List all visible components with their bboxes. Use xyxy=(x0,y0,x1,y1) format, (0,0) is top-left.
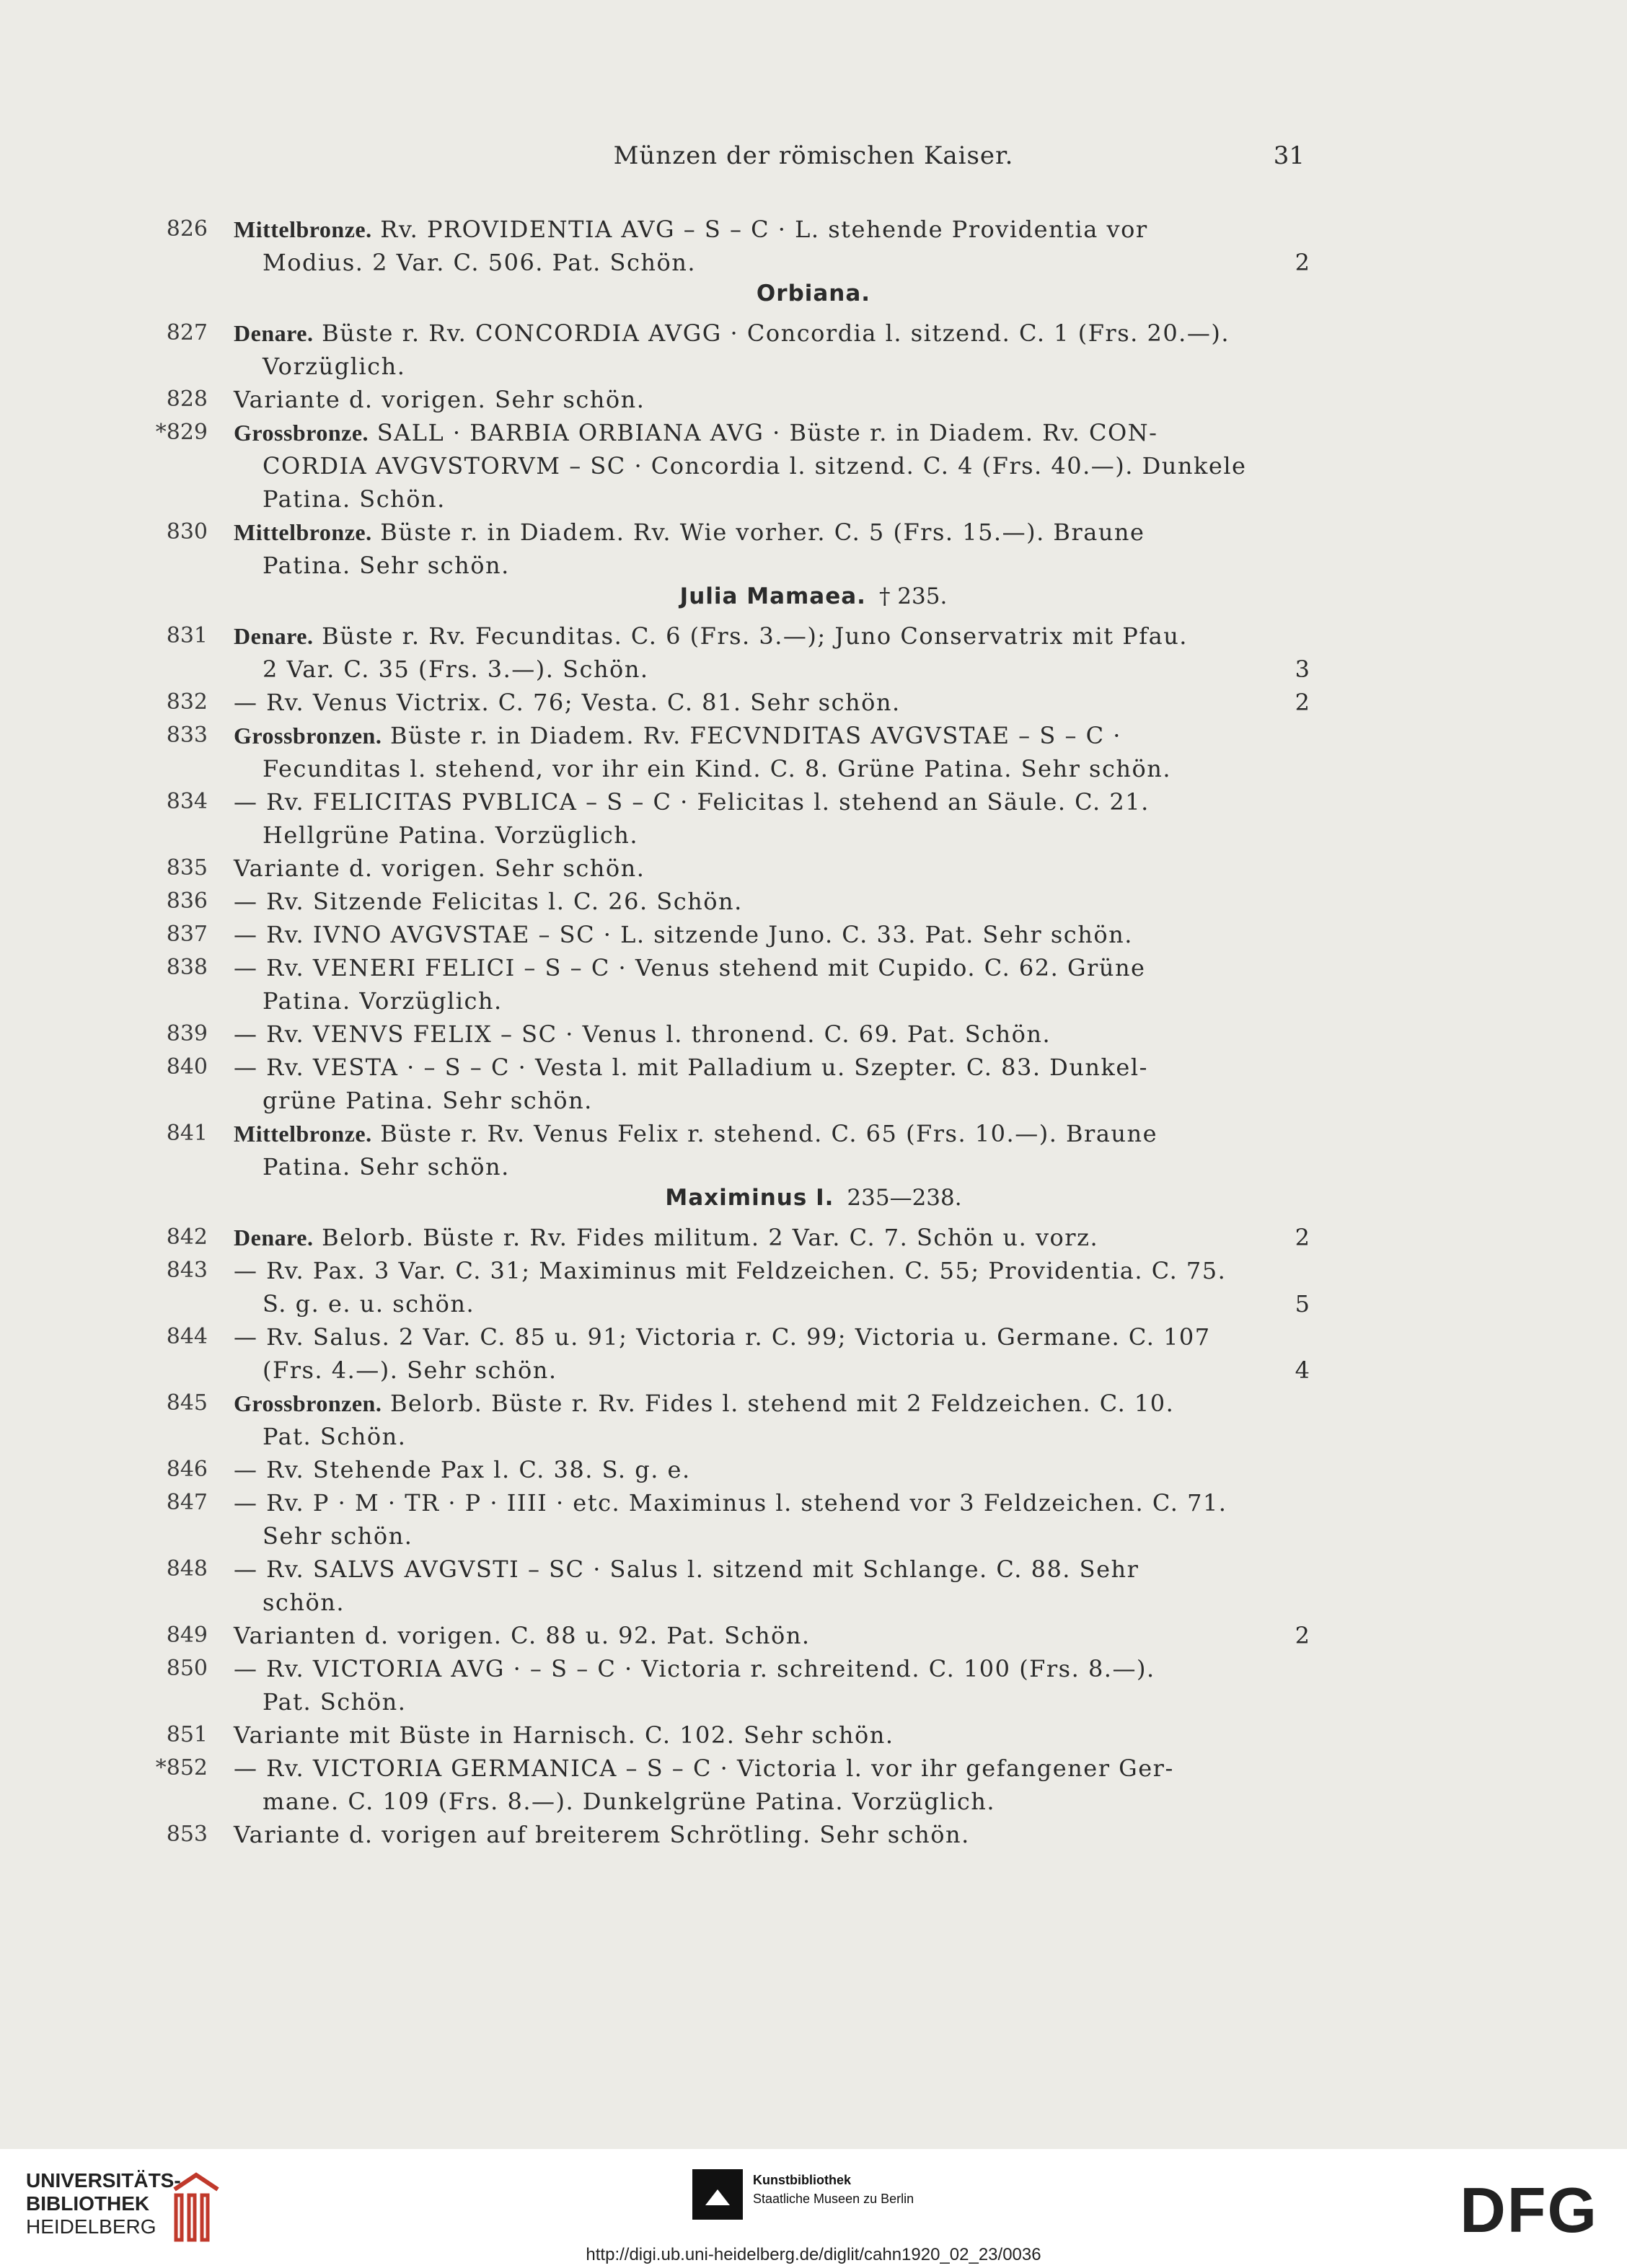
catalog-entry xyxy=(0,383,1627,416)
dfg-logo[interactable]: DFG xyxy=(1460,2174,1598,2246)
entry-number: 837 xyxy=(166,922,208,947)
entry-text: Patina. Sehr schön. xyxy=(263,552,510,579)
entry-count: 4 xyxy=(1295,1356,1310,1384)
catalog-entry xyxy=(0,1718,1627,1752)
entry-number: *852 xyxy=(155,1755,208,1781)
catalog-entries xyxy=(0,213,1627,1851)
entry-text: Büste r. Rv. Fecunditas. C. 6 (Frs. 3.—); Juno Conservatrix mit Pfau. xyxy=(322,622,1188,650)
digitization-footer xyxy=(0,2149,1627,2268)
entry-line xyxy=(234,1254,1308,1287)
catalog-entry xyxy=(0,1387,1627,1453)
entry-text: — Rv. SALVS AVGVSTI – SC · Salus l. sitzend mit Schlange. C. 88. Sehr xyxy=(234,1556,1139,1583)
page-header xyxy=(0,141,1627,185)
entry-number: 846 xyxy=(166,1457,208,1482)
entry-text: 2 Var. C. 35 (Frs. 3.—). Schön. xyxy=(263,656,649,683)
permalink-url[interactable]: http://digi.ub.uni-heidelberg.de/diglit/cahn1920_02_23/0036 xyxy=(586,2245,1041,2264)
entry-line xyxy=(234,1221,1308,1254)
catalog-entry xyxy=(0,1619,1627,1652)
entry-line xyxy=(234,482,1308,516)
catalog-entry xyxy=(0,951,1627,1018)
entry-line xyxy=(234,449,1308,482)
catalog-entry xyxy=(0,1320,1627,1387)
library-name-line3: HEIDELBERG xyxy=(26,2215,156,2238)
entry-text: CORDIA AVGVSTORVM – SC · Concordia l. sitzend. C. 4 (Frs. 40.—). Dunkele xyxy=(263,452,1247,480)
entry-line xyxy=(234,1354,1308,1387)
entry-number: 833 xyxy=(166,723,208,748)
entry-line xyxy=(234,1320,1308,1354)
entry-line xyxy=(234,752,1308,785)
entry-number: 849 xyxy=(166,1623,208,1648)
entry-text: — Rv. IVNO AVGVSTAE – SC · L. sitzende Juno. C. 33. Pat. Sehr schön. xyxy=(234,921,1133,948)
entry-count: 2 xyxy=(1295,1622,1310,1649)
entry-number: 832 xyxy=(166,689,208,715)
section-heading xyxy=(0,1185,1627,1221)
entry-keyword: Denare. xyxy=(234,320,314,346)
entry-line xyxy=(234,516,1308,549)
entry-text: Fecunditas l. stehend, vor ihr ein Kind. C. 8. Grüne Patina. Sehr schön. xyxy=(263,755,1172,782)
entry-line xyxy=(234,1420,1308,1453)
entry-line xyxy=(234,1287,1308,1320)
entry-text: Büste r. in Diadem. Rv. Wie vorher. C. 5 (Frs. 15.—). Braune xyxy=(380,519,1145,546)
running-title: Münzen der römischen Kaiser. xyxy=(613,141,1014,170)
entry-text: — Rv. VESTA · – S – C · Vesta l. mit Palladium u. Szepter. C. 83. Dunkel- xyxy=(234,1054,1148,1081)
entry-keyword: Denare. xyxy=(234,1225,314,1250)
entry-line xyxy=(234,1150,1308,1183)
entry-line xyxy=(234,1685,1308,1718)
entry-text: S. g. e. u. schön. xyxy=(263,1290,475,1318)
entry-line xyxy=(234,1453,1308,1486)
entry-text: — Rv. Venus Victrix. C. 76; Vesta. C. 81. Sehr schön. xyxy=(234,689,901,716)
entry-number: 843 xyxy=(166,1258,208,1283)
entry-text: Modius. 2 Var. C. 506. Pat. Schön. xyxy=(263,249,697,276)
catalog-entry xyxy=(0,686,1627,719)
entry-number: 826 xyxy=(166,216,208,242)
entry-text: schön. xyxy=(263,1589,345,1616)
entry-line xyxy=(234,719,1308,752)
entry-number: 827 xyxy=(166,320,208,345)
entry-text: (Frs. 4.—). Sehr schön. xyxy=(263,1356,557,1384)
entry-keyword: Grossbronze. xyxy=(234,420,369,446)
catalog-entry xyxy=(0,213,1627,279)
entry-line xyxy=(234,213,1308,246)
catalog-entry xyxy=(0,1453,1627,1486)
entry-text: Patina. Sehr schön. xyxy=(263,1153,510,1181)
kb-subtitle: Staatliche Museen zu Berlin xyxy=(753,2192,914,2206)
entry-line xyxy=(234,1619,1308,1652)
entry-line xyxy=(234,785,1308,818)
entry-line xyxy=(234,1018,1308,1051)
catalog-entry xyxy=(0,785,1627,852)
entry-text: Hellgrüne Patina. Vorzüglich. xyxy=(263,821,639,849)
entry-count: 2 xyxy=(1295,1224,1310,1251)
catalog-entry xyxy=(0,1254,1627,1320)
entry-line xyxy=(234,619,1308,653)
entry-text: Pat. Schön. xyxy=(263,1688,407,1716)
entry-text: Sehr schön. xyxy=(263,1522,413,1550)
entry-text: — Rv. FELICITAS PVBLICA – S – C · Felicitas l. stehend an Säule. C. 21. xyxy=(234,788,1150,816)
entry-line xyxy=(234,416,1308,449)
entry-line xyxy=(234,549,1308,582)
entry-line xyxy=(234,818,1308,852)
entry-keyword: Mittelbronze. xyxy=(234,519,372,545)
catalog-entry xyxy=(0,619,1627,686)
entry-number: 830 xyxy=(166,519,208,544)
entry-text: mane. C. 109 (Frs. 8.—). Dunkelgrüne Patina. Vorzüglich. xyxy=(263,1788,996,1815)
entry-text: — Rv. P · M · TR · P · IIII · etc. Maximinus l. stehend vor 3 Feldzeichen. C. 71. xyxy=(234,1489,1227,1517)
catalog-entry xyxy=(0,918,1627,951)
entry-line xyxy=(234,1553,1308,1586)
entry-line xyxy=(234,1818,1308,1851)
entry-line xyxy=(234,686,1308,719)
catalog-entry xyxy=(0,1553,1627,1619)
entry-number: 828 xyxy=(166,387,208,412)
page-number: 31 xyxy=(1273,141,1305,170)
entry-number: 839 xyxy=(166,1021,208,1046)
entry-line xyxy=(234,383,1308,416)
entry-line xyxy=(234,1117,1308,1150)
entry-number: 844 xyxy=(166,1324,208,1349)
catalog-entry xyxy=(0,1818,1627,1851)
kb-title: Kunstbibliothek xyxy=(753,2173,851,2187)
entry-text: Belorb. Büste r. Rv. Fides l. stehend mit 2 Feldzeichen. C. 10. xyxy=(390,1390,1175,1417)
entry-number: 836 xyxy=(166,888,208,914)
entry-line xyxy=(234,317,1308,350)
entry-number: 845 xyxy=(166,1390,208,1416)
entry-number: 842 xyxy=(166,1225,208,1250)
entry-line xyxy=(234,1486,1308,1519)
entry-number: 831 xyxy=(166,623,208,648)
entry-text: Varianten d. vorigen. C. 88 u. 92. Pat. Schön. xyxy=(234,1622,811,1649)
entry-line xyxy=(234,885,1308,918)
entry-number: 853 xyxy=(166,1822,208,1847)
entry-text: Patina. Schön. xyxy=(263,485,446,513)
entry-text: Büste r. Rv. Venus Felix r. stehend. C. 65 (Frs. 10.—). Braune xyxy=(380,1120,1158,1147)
entry-line xyxy=(234,1387,1308,1420)
entry-number: 848 xyxy=(166,1556,208,1581)
catalog-entry xyxy=(0,416,1627,516)
entry-number: 847 xyxy=(166,1490,208,1515)
heidelberg-library-logo[interactable] xyxy=(26,2169,181,2238)
entry-keyword: Grossbronzen. xyxy=(234,1390,382,1416)
entry-line xyxy=(234,1519,1308,1553)
entry-text: SALL · BARBIA ORBIANA AVG · Büste r. in Diadem. Rv. CON- xyxy=(376,419,1158,446)
entry-line xyxy=(234,852,1308,885)
entry-number: 841 xyxy=(166,1121,208,1146)
entry-text: Pat. Schön. xyxy=(263,1423,407,1450)
entry-text: Variante mit Büste in Harnisch. C. 102. Sehr schön. xyxy=(234,1721,894,1749)
entry-line xyxy=(234,350,1308,383)
entry-line xyxy=(234,1785,1308,1818)
entry-text: — Rv. Stehende Pax l. C. 38. S. g. e. xyxy=(234,1456,691,1483)
entry-text: Vorzüglich. xyxy=(263,353,406,380)
entry-text: Rv. PROVIDENTIA AVG – S – C · L. stehende Providentia vor xyxy=(380,216,1148,243)
entry-number: 834 xyxy=(166,789,208,814)
section-heading xyxy=(0,281,1627,317)
catalog-entry xyxy=(0,885,1627,918)
catalog-entry xyxy=(0,1486,1627,1553)
entry-number: *829 xyxy=(155,420,208,445)
entry-line xyxy=(234,984,1308,1018)
entry-number: 840 xyxy=(166,1054,208,1080)
catalog-entry xyxy=(0,1752,1627,1818)
catalog-entry xyxy=(0,1051,1627,1117)
entry-line xyxy=(234,1051,1308,1084)
entry-text: Variante d. vorigen. Sehr schön. xyxy=(234,386,645,413)
entry-text: — Rv. Pax. 3 Var. C. 31; Maximinus mit Feldzeichen. C. 55; Providentia. C. 75. xyxy=(234,1257,1227,1284)
section-dates: 235—238. xyxy=(847,1185,962,1211)
catalog-entry xyxy=(0,1117,1627,1183)
entry-text: Büste r. in Diadem. Rv. FECVNDITAS AVGVSTAE – S – C · xyxy=(390,722,1121,749)
entry-line xyxy=(234,246,1308,279)
entry-line xyxy=(234,1586,1308,1619)
kunstbibliothek-icon xyxy=(692,2169,743,2220)
entry-line xyxy=(234,1752,1308,1785)
catalog-entry xyxy=(0,516,1627,582)
section-name: Maximinus I. xyxy=(665,1185,834,1211)
library-name-line2: BIBLIOTHEK xyxy=(26,2192,150,2215)
entry-line xyxy=(234,951,1308,984)
entry-number: 835 xyxy=(166,855,208,881)
entry-text: — Rv. VENERI FELICI – S – C · Venus stehend mit Cupido. C. 62. Grüne xyxy=(234,954,1146,981)
entry-count: 2 xyxy=(1295,249,1310,276)
entry-text: grüne Patina. Sehr schön. xyxy=(263,1087,593,1114)
entry-text: — Rv. VICTORIA AVG · – S – C · Victoria r. schreitend. C. 100 (Frs. 8.—). xyxy=(234,1655,1155,1682)
entry-count: 5 xyxy=(1295,1290,1310,1318)
entry-text: — Rv. Sitzende Felicitas l. C. 26. Schön. xyxy=(234,888,743,915)
library-name-line1: UNIVERSITÄTS- xyxy=(26,2169,181,2192)
entry-line xyxy=(234,1718,1308,1752)
entry-text: Büste r. Rv. CONCORDIA AVGG · Concordia l. sitzend. C. 1 (Frs. 20.—). xyxy=(322,319,1230,347)
section-name: Orbiana. xyxy=(756,281,871,306)
section-name: Julia Mamaea. xyxy=(679,583,866,609)
entry-line xyxy=(234,653,1308,686)
entry-keyword: Mittelbronze. xyxy=(234,216,372,242)
catalog-entry xyxy=(0,852,1627,885)
entry-text: Patina. Vorzüglich. xyxy=(263,987,503,1015)
entry-number: 850 xyxy=(166,1656,208,1681)
entry-text: Variante d. vorigen auf breiterem Schrötling. Sehr schön. xyxy=(234,1821,970,1848)
entry-keyword: Mittelbronze. xyxy=(234,1121,372,1147)
catalog-entry xyxy=(0,1652,1627,1718)
entry-count: 3 xyxy=(1295,656,1310,683)
entry-number: 851 xyxy=(166,1722,208,1747)
entry-text: Variante d. vorigen. Sehr schön. xyxy=(234,855,645,882)
entry-text: — Rv. Salus. 2 Var. C. 85 u. 91; Victoria r. C. 99; Victoria u. Germane. C. 107 xyxy=(234,1323,1211,1351)
catalog-entry xyxy=(0,1018,1627,1051)
entry-text: Belorb. Büste r. Rv. Fides militum. 2 Var. C. 7. Schön u. vorz. xyxy=(322,1224,1099,1251)
entry-keyword: Denare. xyxy=(234,623,314,649)
entry-keyword: Grossbronzen. xyxy=(234,723,382,749)
entry-text: — Rv. VICTORIA GERMANICA – S – C · Victoria l. vor ihr gefangener Ger- xyxy=(234,1755,1174,1782)
catalog-entry xyxy=(0,1221,1627,1254)
entry-line xyxy=(234,918,1308,951)
entry-line xyxy=(234,1084,1308,1117)
library-emblem-icon xyxy=(167,2168,225,2247)
section-dates: † 235. xyxy=(878,583,948,609)
kunstbibliothek-logo[interactable] xyxy=(692,2169,914,2223)
catalog-entry xyxy=(0,719,1627,785)
entry-number: 838 xyxy=(166,955,208,980)
entry-count: 2 xyxy=(1295,689,1310,716)
catalog-entry xyxy=(0,317,1627,383)
section-heading xyxy=(0,583,1627,619)
entry-text: — Rv. VENVS FELIX – SC · Venus l. thronend. C. 69. Pat. Schön. xyxy=(234,1020,1051,1048)
entry-line xyxy=(234,1652,1308,1685)
